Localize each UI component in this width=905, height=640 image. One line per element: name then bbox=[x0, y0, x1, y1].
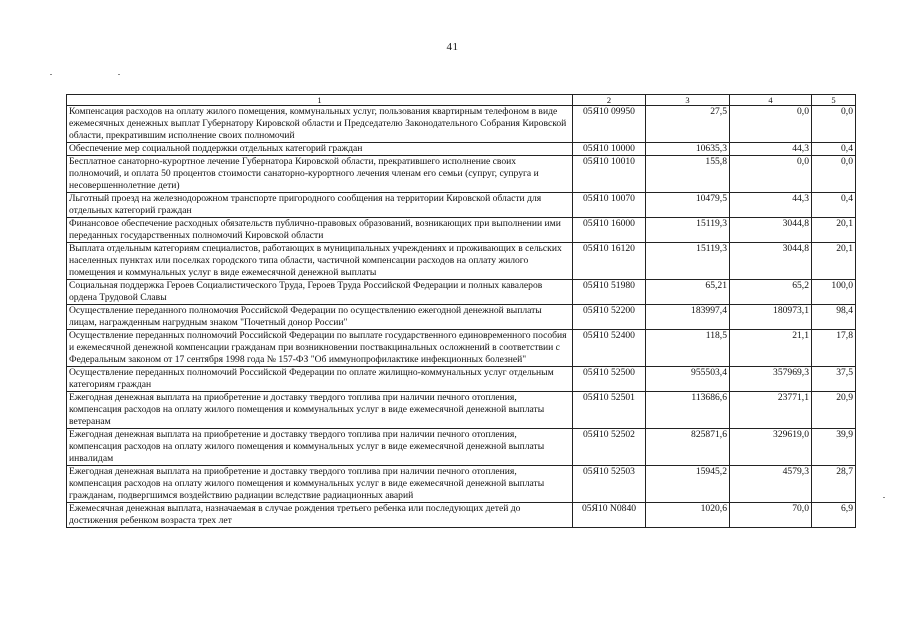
row-name-cell: Социальная поддержка Героев Социалистического Труда, Героев Труда Российской Федерации и полных кавалеров ордена Трудовой Славы bbox=[67, 280, 573, 305]
row-col5-cell: 28,7 bbox=[812, 466, 856, 503]
row-col5-cell: 0,0 bbox=[812, 156, 856, 193]
row-col3-cell: 155,8 bbox=[646, 156, 730, 193]
row-name-cell: Ежемесячная денежная выплата, назначаемая в случае рождения третьего ребенка или последующих детей до достижения ребенком возраста трех лет bbox=[67, 503, 573, 528]
row-col3-cell: 825871,6 bbox=[646, 429, 730, 466]
row-col5-cell: 98,4 bbox=[812, 305, 856, 330]
row-col5-cell: 0,4 bbox=[812, 193, 856, 218]
header-col-4: 4 bbox=[730, 95, 812, 106]
row-col4-cell: 357969,3 bbox=[730, 367, 812, 392]
row-code-cell: 05Я10 10010 bbox=[573, 156, 646, 193]
header-col-3: 3 bbox=[646, 95, 730, 106]
row-col5-cell: 17,8 bbox=[812, 330, 856, 367]
row-col4-cell: 65,2 bbox=[730, 280, 812, 305]
header-row bbox=[67, 95, 856, 106]
row-col4-cell: 23771,1 bbox=[730, 392, 812, 429]
row-code-cell: 05Я10 52502 bbox=[573, 429, 646, 466]
row-col4-cell: 21,1 bbox=[730, 330, 812, 367]
header-col-1: 1 bbox=[67, 95, 573, 106]
row-col5-cell: 39,9 bbox=[812, 429, 856, 466]
row-name-cell: Осуществление переданных полномочий Российской Федерации по оплате жилищно-коммунальных услуг отдельным категориям граждан bbox=[67, 367, 573, 392]
row-col4-cell: 4579,3 bbox=[730, 466, 812, 503]
header-col-2: 2 bbox=[573, 95, 646, 106]
row-col4-cell: 0,0 bbox=[730, 156, 812, 193]
scan-speck bbox=[50, 74, 52, 75]
row-name-cell: Осуществление переданного полномочия Российской Федерации по осуществлению ежегодной денежной выплаты лицам, награжденным нагрудным знаком "Почетный донор России" bbox=[67, 305, 573, 330]
header-col-5: 5 bbox=[812, 95, 856, 106]
row-col5-cell: 6,9 bbox=[812, 503, 856, 528]
table-row bbox=[67, 193, 856, 218]
row-col5-cell: 20,9 bbox=[812, 392, 856, 429]
row-col4-cell: 44,3 bbox=[730, 143, 812, 156]
row-code-cell: 05Я10 16000 bbox=[573, 218, 646, 243]
row-col3-cell: 118,5 bbox=[646, 330, 730, 367]
table-row bbox=[67, 503, 856, 528]
table-row bbox=[67, 243, 856, 280]
row-code-cell: 05Я10 51980 bbox=[573, 280, 646, 305]
row-name-cell: Бесплатное санаторно-курортное лечение Губернатора Кировской области, прекратившего исполнение своих полномочий, и оплата 50 процентов стоимости санаторно-курортного лечения членам его семьи (супруг, супруга и несовершеннолетние дети) bbox=[67, 156, 573, 193]
table-row bbox=[67, 466, 856, 503]
row-code-cell: 05Я10 52503 bbox=[573, 466, 646, 503]
scan-speck bbox=[883, 497, 885, 498]
row-name-cell: Ежегодная денежная выплата на приобретение и доставку твердого топлива при наличии печного отопления, компенсация расходов на оплату жилого помещения и коммунальных услуг в виде ежемесячной денежной выплаты ветеранам bbox=[67, 392, 573, 429]
table-row bbox=[67, 218, 856, 243]
row-code-cell: 05Я10 N0840 bbox=[573, 503, 646, 528]
table-row bbox=[67, 392, 856, 429]
row-name-cell: Осуществление переданных полномочий Российской Федерации по выплате государственного единовременного пособия и ежемесячной денежной компенсации гражданам при возникновении поствакцинальных осложнений в соответствии с Федеральным законом от 17 сентября 1998 года № 157-ФЗ "Об иммунопрофилактике инфекционных болезней" bbox=[67, 330, 573, 367]
row-code-cell: 05Я10 52400 bbox=[573, 330, 646, 367]
row-name-cell: Льготный проезд на железнодорожном транспорте пригородного сообщения на территории Кировской области для отдельных категорий граждан bbox=[67, 193, 573, 218]
table-row bbox=[67, 280, 856, 305]
row-code-cell: 05Я10 52500 bbox=[573, 367, 646, 392]
row-col4-cell: 329619,0 bbox=[730, 429, 812, 466]
table-row bbox=[67, 156, 856, 193]
table-row bbox=[67, 305, 856, 330]
row-code-cell: 05Я10 52200 bbox=[573, 305, 646, 330]
row-name-cell: Компенсация расходов на оплату жилого помещения, коммунальных услуг, пользования квартирным телефоном в виде ежемесячных денежных выплат Губернатору Кировской области и Председателю Законодательного Собрания Кировской области, прекратившим исполнение своих полномочий bbox=[67, 106, 573, 143]
row-code-cell: 05Я10 16120 bbox=[573, 243, 646, 280]
row-name-cell: Ежегодная денежная выплата на приобретение и доставку твердого топлива при наличии печного отопления, компенсация расходов на оплату жилого помещения и коммунальных услуг в виде ежемесячной денежной выплаты гражданам, подвергшимся воздействию радиации вследствие радиационных аварий bbox=[67, 466, 573, 503]
table-row bbox=[67, 367, 856, 392]
row-name-cell: Финансовое обеспечение расходных обязательств публично-правовых образований, возникающих при выполнении ими переданных государственных полномочий Кировской области bbox=[67, 218, 573, 243]
scan-speck bbox=[118, 74, 120, 75]
row-col3-cell: 27,5 bbox=[646, 106, 730, 143]
row-col3-cell: 10635,3 bbox=[646, 143, 730, 156]
row-col4-cell: 3044,8 bbox=[730, 243, 812, 280]
table-row bbox=[67, 429, 856, 466]
row-name-cell: Ежегодная денежная выплата на приобретение и доставку твердого топлива при наличии печного отопления, компенсация расходов на оплату жилого помещения и коммунальных услуг в виде ежемесячной денежной выплаты инвалидам bbox=[67, 429, 573, 466]
row-code-cell: 05Я10 10070 bbox=[573, 193, 646, 218]
row-col3-cell: 183997,4 bbox=[646, 305, 730, 330]
row-col4-cell: 70,0 bbox=[730, 503, 812, 528]
row-col3-cell: 955503,4 bbox=[646, 367, 730, 392]
row-col3-cell: 65,21 bbox=[646, 280, 730, 305]
table-row bbox=[67, 143, 856, 156]
row-col5-cell: 100,0 bbox=[812, 280, 856, 305]
row-code-cell: 05Я10 52501 bbox=[573, 392, 646, 429]
row-code-cell: 05Я10 10000 bbox=[573, 143, 646, 156]
budget-table bbox=[66, 94, 856, 528]
row-col5-cell: 20,1 bbox=[812, 243, 856, 280]
row-col3-cell: 1020,6 bbox=[646, 503, 730, 528]
row-col4-cell: 44,3 bbox=[730, 193, 812, 218]
row-col3-cell: 15119,3 bbox=[646, 218, 730, 243]
page-number: 41 bbox=[446, 41, 459, 53]
budget-table-body bbox=[67, 95, 856, 528]
row-col5-cell: 37,5 bbox=[812, 367, 856, 392]
row-col4-cell: 0,0 bbox=[730, 106, 812, 143]
row-col5-cell: 0,4 bbox=[812, 143, 856, 156]
row-col3-cell: 10479,5 bbox=[646, 193, 730, 218]
row-col3-cell: 113686,6 bbox=[646, 392, 730, 429]
table-row bbox=[67, 106, 856, 143]
row-col5-cell: 0,0 bbox=[812, 106, 856, 143]
row-col3-cell: 15119,3 bbox=[646, 243, 730, 280]
row-name-cell: Выплата отдельным категориям специалистов, работающих в муниципальных учреждениях и проживающих в сельских населенных пунктах или поселках городского типа области, частичной компенсации расходов на оплату жилого помещения и коммунальных услуг в виде ежемесячной денежной выплаты bbox=[67, 243, 573, 280]
row-col4-cell: 3044,8 bbox=[730, 218, 812, 243]
row-code-cell: 05Я10 09950 bbox=[573, 106, 646, 143]
table-row bbox=[67, 330, 856, 367]
row-col3-cell: 15945,2 bbox=[646, 466, 730, 503]
row-col4-cell: 180973,1 bbox=[730, 305, 812, 330]
row-name-cell: Обеспечение мер социальной поддержки отдельных категорий граждан bbox=[67, 143, 573, 156]
row-col5-cell: 20,1 bbox=[812, 218, 856, 243]
